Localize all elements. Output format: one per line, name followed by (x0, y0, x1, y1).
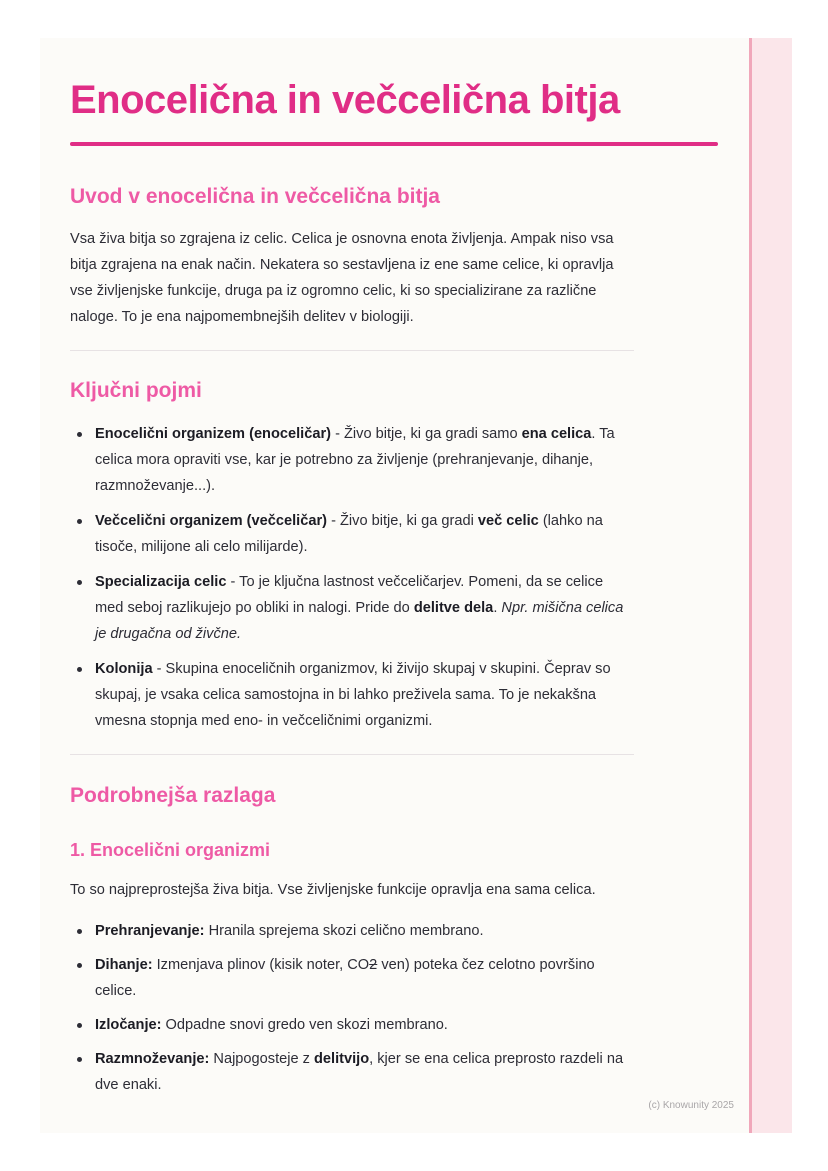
term-text: . (493, 600, 502, 616)
function-text: Najpogosteje z (209, 1051, 315, 1067)
bullet-icon (77, 519, 82, 524)
function-text: Hranila sprejema skozi celično membrano. (204, 923, 484, 939)
list-item (70, 1046, 634, 1098)
term-text: . Ta celica mora opraviti vse, kar je potrebno za življenje (prehranjevanje, dihanje, razmnoževanje...). (95, 426, 615, 494)
margin-strip (750, 38, 792, 1133)
function-label: Razmnoževanje: (95, 1051, 210, 1067)
term-label: Kolonija (95, 661, 153, 677)
intro-paragraph: Vsa živa bitja so zgrajena iz celic. Celica je osnovna enota življenja. Ampak niso vsa bitja zgrajena na enak način. Nekatera so sestavljena iz ene same celice, ki opravlja vse življenjske funkcije, druga pa iz ogromno celic, ki so specializirane za različne naloge. To je ena najpomembnejših delitev v biologiji. (70, 231, 614, 325)
notes-page (40, 38, 792, 1133)
term-label: Večcelični organizem (večceličar) (95, 513, 328, 529)
functions-list (70, 918, 634, 1098)
term-label: Enocelični organizem (enoceličar) (95, 426, 332, 442)
section-divider (70, 754, 634, 755)
function-text: , kjer se ena celica preprosto razdeli na dve enaki. (95, 1051, 624, 1093)
function-emphasis: delitvijo (314, 1051, 370, 1067)
key-terms-list (70, 421, 634, 734)
function-label: Izločanje: (95, 1017, 162, 1033)
key-terms-section (70, 377, 634, 734)
term-emphasis: delitve dela (413, 600, 494, 616)
term-label: Specializacija celic (95, 574, 227, 590)
list-item (70, 656, 634, 734)
list-item (70, 508, 634, 560)
bullet-icon (77, 1023, 82, 1028)
bullet-icon (77, 580, 82, 585)
term-example: Npr. mišična celica je drugačna od živčne. (95, 600, 624, 642)
margin-line (749, 38, 752, 1133)
page-content (70, 76, 718, 1098)
list-item (70, 1012, 634, 1038)
term-text: - To je ključna lastnost večceličarjev. Pomeni, da se celice med seboj razlikujejo po obliki in nalogi. Pride do (95, 574, 604, 616)
bullet-icon (77, 929, 82, 934)
page-title: Enocelična in večcelična bitja (70, 78, 620, 122)
term-text: - Skupina enoceličnih organizmov, ki živijo skupaj v skupini. Čeprav so skupaj, je vsaka celica samostojna in bi lahko preživela sama. To je nekakšna vmesna stopnja med eno- in večceličnimi organizmi. (95, 661, 611, 729)
function-text: Odpadne snovi gredo ven skozi membrano. (161, 1017, 448, 1033)
function-label: Dihanje: (95, 957, 153, 973)
detail-section (70, 782, 634, 1098)
bullet-icon (77, 963, 82, 968)
term-emphasis: več celic (477, 513, 539, 529)
copyright-footer: (c) Knowunity 2025 (648, 1100, 734, 1111)
subscript-digit: 2 (369, 957, 378, 973)
list-item (70, 918, 634, 944)
bullet-icon (77, 667, 82, 672)
list-item (70, 569, 634, 647)
term-text: - Živo bitje, ki ga gradi samo (331, 426, 522, 442)
bullet-icon (77, 1057, 82, 1062)
subsection-paragraph: To so najpreprostejša živa bitja. Vse življenjske funkcije opravlja ena sama celica. (70, 882, 596, 898)
term-emphasis: ena celica (521, 426, 592, 442)
function-label: Prehranjevanje: (95, 923, 205, 939)
title-underline (70, 142, 718, 146)
key-terms-heading: Ključni pojmi (70, 379, 202, 402)
term-text: - Živo bitje, ki ga gradi (327, 513, 478, 529)
list-item (70, 421, 634, 499)
function-text: ven) poteka čez celotno površino celice. (95, 957, 595, 999)
subsection-heading: 1. Enocelični organizmi (70, 840, 271, 860)
section-divider (70, 350, 634, 351)
intro-heading: Uvod v enocelična in večcelična bitja (70, 185, 440, 208)
function-text: Izmenjava plinov (kisik noter, CO (152, 957, 370, 973)
intro-section (70, 183, 634, 330)
list-item (70, 952, 634, 1004)
term-text: (lahko na tisoče, milijone ali celo milijarde). (95, 513, 603, 555)
detail-heading: Podrobnejša razlaga (70, 784, 276, 807)
bullet-icon (77, 432, 82, 437)
